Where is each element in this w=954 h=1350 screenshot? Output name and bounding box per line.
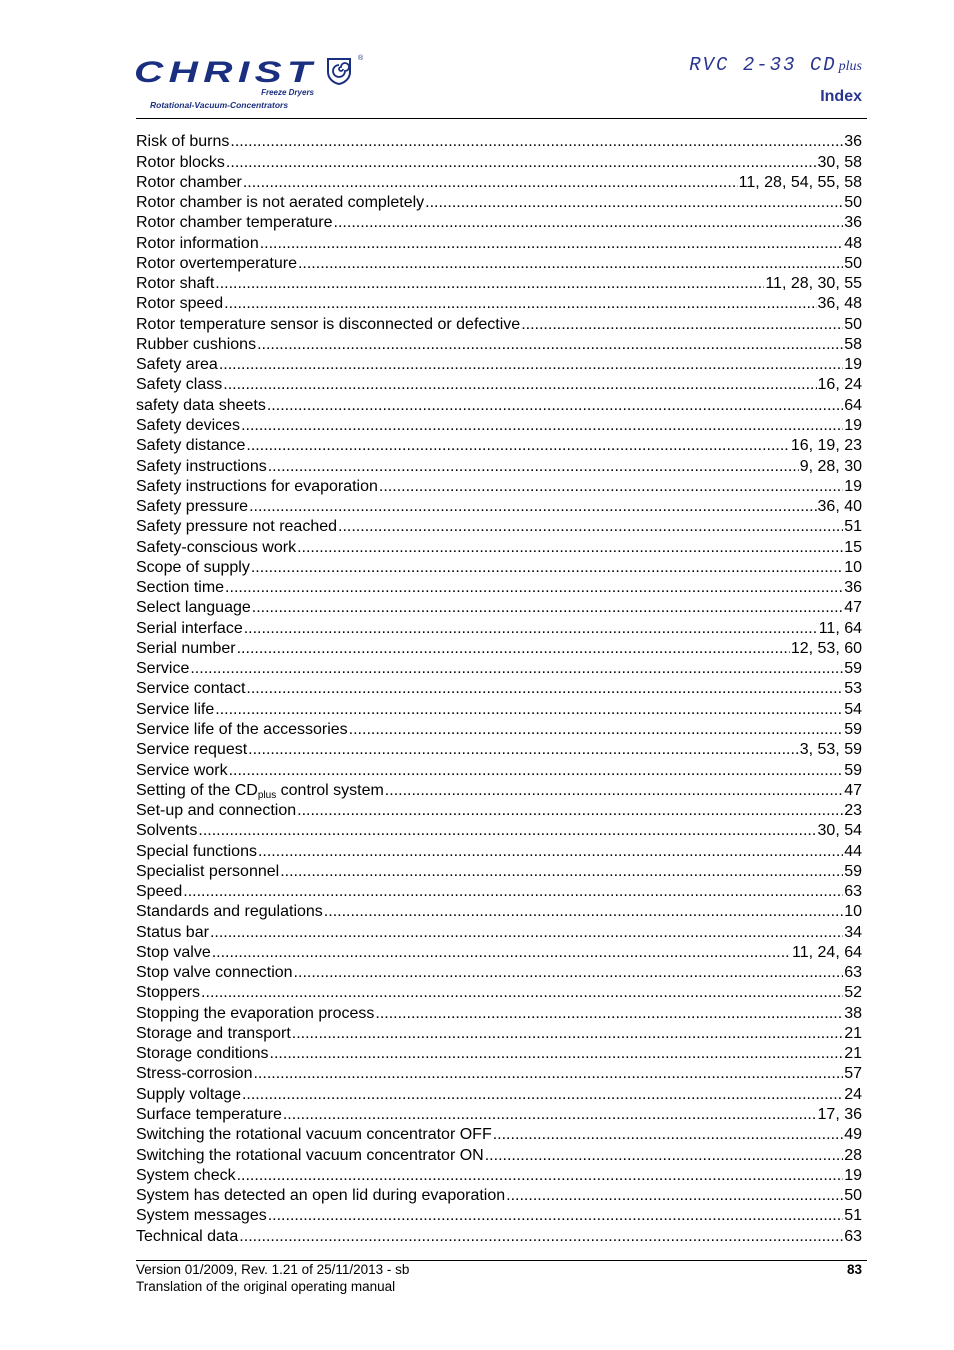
index-entry	[136, 1124, 862, 1144]
index-entry	[136, 840, 862, 860]
dot-leader	[230, 133, 843, 151]
dot-leader	[237, 1167, 844, 1185]
dot-leader	[224, 295, 816, 313]
dot-leader	[242, 1086, 843, 1104]
index-entry	[136, 1185, 862, 1205]
dot-leader	[267, 397, 843, 415]
index-term	[136, 680, 245, 698]
index-term-text: Safety pressure not reached	[136, 518, 338, 536]
index-term	[136, 336, 256, 354]
index-term-text: Stoppers	[136, 984, 201, 1002]
index-page-refs: 19	[844, 1166, 862, 1184]
index-list	[136, 131, 862, 1246]
model-suffix: plus	[838, 59, 862, 74]
dot-leader	[375, 1005, 843, 1023]
index-term	[136, 701, 214, 719]
index-term-text: Service life	[136, 700, 215, 718]
index-term-text: Service work	[136, 761, 228, 779]
index-term-subscript: plus	[257, 789, 277, 801]
index-entry	[136, 232, 862, 252]
index-entry	[136, 638, 862, 658]
dot-leader	[246, 437, 789, 455]
index-term	[136, 802, 296, 820]
index-term-text: System messages	[136, 1207, 267, 1225]
index-term-text: Serial number	[136, 639, 236, 657]
index-page-refs: 51	[844, 518, 862, 536]
index-term-text: Speed	[136, 883, 183, 901]
index-term	[136, 295, 223, 313]
index-term	[136, 599, 251, 617]
index-page-refs: 63	[844, 883, 862, 901]
index-entry	[136, 151, 862, 171]
index-term-text: safety data sheets	[136, 396, 266, 414]
index-term	[136, 458, 267, 476]
dot-leader	[198, 822, 816, 840]
index-page-refs: 30, 54	[817, 822, 862, 840]
index-entry	[136, 476, 862, 496]
index-page-refs: 63	[844, 964, 862, 982]
index-term-text: Service	[136, 660, 190, 678]
index-term	[136, 741, 247, 759]
dot-leader	[223, 376, 816, 394]
index-term	[136, 376, 222, 394]
index-term-text: Rotor information	[136, 234, 259, 252]
index-page-refs: 36, 40	[817, 498, 862, 516]
index-page-refs: 19	[844, 477, 862, 495]
index-entry	[136, 536, 862, 556]
index-term-text: Storage and transport	[136, 1024, 291, 1042]
index-term-text: Rotor chamber	[136, 173, 242, 191]
dot-leader	[298, 255, 843, 273]
index-term-text-after: control system	[276, 781, 384, 799]
index-page-refs: 38	[844, 1004, 862, 1022]
index-term-text: Safety pressure	[136, 498, 249, 516]
index-term-text: Serial interface	[136, 619, 243, 637]
model-prefix: RVC 2-33 CD	[689, 54, 837, 76]
index-term	[136, 1207, 267, 1225]
index-page-refs: 17, 36	[817, 1106, 862, 1124]
index-page-refs: 12, 53, 60	[790, 639, 862, 657]
index-entry	[136, 597, 862, 617]
index-term-text: Rotor chamber temperature	[136, 214, 333, 232]
index-term-text: Rotor shaft	[136, 275, 215, 293]
index-term-text: Rotor overtemperature	[136, 254, 297, 272]
index-entry	[136, 253, 862, 273]
dot-leader	[349, 721, 844, 739]
index-term-text: Service request	[136, 741, 248, 759]
index-term-text: Stress-corrosion	[136, 1065, 253, 1083]
index-page-refs: 34	[844, 923, 862, 941]
index-entry	[136, 577, 862, 597]
index-term-text: Switching the rotational vacuum concentrator ON	[136, 1146, 484, 1164]
index-entry	[136, 942, 862, 962]
index-entry	[136, 516, 862, 536]
index-term-text: Rotor temperature sensor is disconnected or defective	[136, 315, 521, 333]
index-term	[136, 1106, 282, 1124]
index-term-text: Service life of the accessories	[136, 720, 348, 738]
dot-leader	[493, 1126, 843, 1144]
index-term	[136, 762, 228, 780]
index-term	[136, 1147, 484, 1165]
index-page-refs: 63	[844, 1227, 862, 1245]
dot-leader	[212, 944, 791, 962]
footer-divider	[136, 1260, 867, 1261]
index-term	[136, 1126, 492, 1144]
index-term-text: Setting of the CD	[136, 781, 258, 799]
index-page-refs: 50	[844, 254, 862, 272]
index-entry	[136, 313, 862, 333]
dot-leader	[226, 154, 817, 172]
index-term	[136, 154, 225, 172]
index-entry	[136, 780, 862, 800]
index-term-text: Select language	[136, 599, 251, 617]
index-term	[136, 559, 250, 577]
index-term	[136, 316, 520, 334]
dot-leader	[229, 762, 844, 780]
index-term	[136, 518, 337, 536]
index-entry	[136, 658, 862, 678]
index-term	[136, 235, 259, 253]
index-page-refs: 24	[844, 1085, 862, 1103]
logo-subtitle-2: Rotational-Vacuum-Concentrators	[150, 100, 289, 110]
index-page-refs: 52	[844, 984, 862, 1002]
index-entry	[136, 881, 862, 901]
dot-leader	[243, 174, 738, 192]
dot-leader	[237, 640, 790, 658]
index-page-refs: 11, 28, 54, 55, 58	[738, 173, 862, 191]
index-page-refs: 36	[844, 579, 862, 597]
index-term	[136, 964, 293, 982]
index-term	[136, 1065, 252, 1083]
index-term-text: Rotor speed	[136, 295, 224, 313]
index-term	[136, 579, 224, 597]
index-page-refs: 50	[844, 1187, 862, 1205]
index-term	[136, 1025, 291, 1043]
dot-leader	[385, 782, 843, 800]
index-page-refs: 19	[844, 356, 862, 374]
index-term	[136, 903, 323, 921]
dot-leader	[201, 984, 843, 1002]
dot-leader	[249, 498, 816, 516]
dot-leader	[283, 1106, 817, 1124]
dot-leader	[297, 539, 843, 557]
index-page-refs: 36	[844, 214, 862, 232]
dot-leader	[257, 336, 843, 354]
dot-leader	[239, 1228, 843, 1246]
index-page-refs: 59	[844, 862, 862, 880]
index-entry	[136, 192, 862, 212]
index-entry	[136, 1104, 862, 1124]
index-page-refs: 19	[844, 416, 862, 434]
index-entry	[136, 435, 862, 455]
index-term	[136, 924, 209, 942]
index-entry	[136, 557, 862, 577]
dot-leader	[292, 1025, 843, 1043]
index-term-text: Standards and regulations	[136, 903, 323, 921]
index-page-refs: 53	[844, 680, 862, 698]
dot-leader	[324, 903, 843, 921]
index-page-refs: 9, 28, 30	[799, 457, 862, 475]
index-page-refs: 3, 53, 59	[799, 741, 862, 759]
dot-leader	[268, 458, 799, 476]
index-page-refs: 51	[844, 1207, 862, 1225]
index-term	[136, 944, 211, 962]
dot-leader	[219, 356, 843, 374]
index-term	[136, 721, 348, 739]
index-entry	[136, 901, 862, 921]
index-term	[136, 255, 297, 273]
index-term-text: Service contact	[136, 680, 246, 698]
dot-leader	[506, 1187, 843, 1205]
index-term-text: Section time	[136, 579, 225, 597]
index-term	[136, 174, 242, 192]
index-entry	[136, 293, 862, 313]
index-entry	[136, 415, 862, 435]
index-entry	[136, 1083, 862, 1103]
dot-leader	[280, 863, 843, 881]
index-term	[136, 1228, 238, 1246]
index-entry	[136, 1205, 862, 1225]
footer-version: Version 01/2009, Rev. 1.21 of 25/11/2013 - sb	[136, 1262, 410, 1277]
dot-leader	[338, 518, 843, 536]
index-term	[136, 1086, 241, 1104]
index-entry	[136, 698, 862, 718]
index-term-text: Status bar	[136, 923, 209, 941]
index-term-text: Safety devices	[136, 416, 241, 434]
index-term-text: Safety class	[136, 376, 223, 394]
index-term-text: Safety instructions for evaporation	[136, 477, 378, 495]
index-page-refs: 11, 64	[818, 619, 862, 637]
model-name	[689, 54, 862, 76]
index-term-text: Rubber cushions	[136, 335, 257, 353]
index-term	[136, 620, 243, 638]
index-entry	[136, 1225, 862, 1245]
index-page-refs: 15	[844, 538, 862, 556]
index-term	[136, 782, 384, 800]
index-term	[136, 1045, 269, 1063]
dot-leader	[252, 599, 843, 617]
dot-leader	[268, 1207, 843, 1225]
page-number: 83	[846, 1262, 862, 1277]
index-entry	[136, 1144, 862, 1164]
index-entry	[136, 962, 862, 982]
index-page-refs: 16, 19, 23	[790, 437, 862, 455]
index-term	[136, 275, 214, 293]
dot-leader	[183, 883, 843, 901]
index-term	[136, 822, 197, 840]
index-term	[136, 356, 218, 374]
index-term	[136, 863, 279, 881]
index-entry	[136, 759, 862, 779]
dot-leader	[248, 741, 799, 759]
header-divider	[136, 118, 867, 119]
registered-mark: ®	[358, 55, 364, 62]
index-entry	[136, 374, 862, 394]
dot-leader	[270, 1045, 844, 1063]
index-entry	[136, 354, 862, 374]
dot-leader	[190, 660, 843, 678]
index-entry	[136, 739, 862, 759]
dot-leader	[294, 964, 844, 982]
index-entry	[136, 212, 862, 232]
dot-leader	[215, 275, 764, 293]
index-term	[136, 478, 378, 496]
dot-leader	[241, 417, 843, 435]
index-term	[136, 883, 182, 901]
index-page-refs: 36, 48	[817, 295, 862, 313]
index-term	[136, 1005, 374, 1023]
logo-subtitle-1: Freeze Dryers	[261, 88, 314, 97]
index-page-refs: 23	[844, 802, 862, 820]
index-entry	[136, 131, 862, 151]
index-entry	[136, 1063, 862, 1083]
dot-leader	[246, 680, 843, 698]
index-entry	[136, 982, 862, 1002]
index-term-text: System has detected an open lid during evaporation	[136, 1187, 506, 1205]
index-term	[136, 984, 200, 1002]
index-term	[136, 1187, 505, 1205]
index-entry	[136, 1002, 862, 1022]
index-term	[136, 539, 296, 557]
index-term	[136, 437, 245, 455]
index-page-refs: 59	[844, 720, 862, 738]
index-term-text: Rotor chamber is not aerated completely	[136, 194, 425, 212]
index-page-refs: 59	[844, 761, 862, 779]
index-page-refs: 11, 28, 30, 55	[765, 275, 862, 293]
dot-leader	[244, 620, 818, 638]
index-page-refs: 64	[844, 396, 862, 414]
index-page-refs: 47	[844, 781, 862, 799]
index-term-text: Stop valve	[136, 943, 211, 961]
dot-leader	[253, 1065, 843, 1083]
index-page-refs: 49	[844, 1126, 862, 1144]
index-page-refs: 57	[844, 1065, 862, 1083]
index-page-refs: 50	[844, 194, 862, 212]
index-entry	[136, 394, 862, 414]
index-term-text: Safety area	[136, 356, 218, 374]
index-entry	[136, 800, 862, 820]
index-term-text: Specialist personnel	[136, 862, 280, 880]
index-term-text: Surface temperature	[136, 1106, 282, 1124]
index-entry	[136, 617, 862, 637]
index-entry	[136, 455, 862, 475]
index-page-refs: 11, 24, 64	[792, 943, 862, 961]
index-page-refs: 21	[844, 1024, 862, 1042]
index-page-refs: 58	[844, 335, 862, 353]
index-page-refs: 30, 58	[817, 153, 862, 171]
index-term	[136, 214, 333, 232]
index-term	[136, 397, 266, 415]
index-page-refs: 36	[844, 133, 862, 151]
index-entry	[136, 861, 862, 881]
logo-brand: CHRIST	[134, 56, 318, 89]
index-term-text: Safety-conscious work	[136, 538, 297, 556]
christ-emblem-icon	[324, 56, 354, 86]
dot-leader	[379, 478, 843, 496]
index-entry	[136, 496, 862, 516]
dot-leader	[521, 316, 843, 334]
index-term	[136, 660, 189, 678]
index-entry	[136, 1043, 862, 1063]
dot-leader	[425, 194, 843, 212]
dot-leader	[260, 235, 843, 253]
section-title: Index	[820, 88, 862, 105]
index-term	[136, 417, 240, 435]
index-page-refs: 10	[844, 903, 862, 921]
index-term	[136, 498, 248, 516]
footer-translation: Translation of the original operating manual	[136, 1279, 396, 1294]
index-page-refs: 21	[844, 1045, 862, 1063]
index-entry	[136, 820, 862, 840]
index-entry	[136, 921, 862, 941]
index-term-text: Storage conditions	[136, 1045, 269, 1063]
index-term-text: Supply voltage	[136, 1085, 241, 1103]
index-page-refs: 59	[844, 660, 862, 678]
index-term-text: Stop valve connection	[136, 964, 293, 982]
index-page-refs: 16, 24	[817, 376, 862, 394]
index-entry	[136, 678, 862, 698]
index-entry	[136, 1023, 862, 1043]
index-term-text: Technical data	[136, 1227, 239, 1245]
index-term-text: Safety distance	[136, 437, 246, 455]
dot-leader	[297, 802, 843, 820]
index-term-text: System check	[136, 1166, 236, 1184]
dot-leader	[210, 924, 843, 942]
index-page-refs: 44	[844, 842, 862, 860]
dot-leader	[225, 579, 843, 597]
dot-leader	[485, 1147, 843, 1165]
index-term	[136, 640, 236, 658]
index-term	[136, 194, 424, 212]
index-term	[136, 843, 257, 861]
index-term-text: Risk of burns	[136, 133, 230, 151]
index-entry	[136, 172, 862, 192]
index-page-refs: 54	[844, 700, 862, 718]
index-term	[136, 1167, 236, 1185]
dot-leader	[251, 559, 843, 577]
index-entry	[136, 273, 862, 293]
index-term-text: Solvents	[136, 822, 198, 840]
index-term	[136, 133, 229, 151]
index-page-refs: 10	[844, 558, 862, 576]
index-term-text: Scope of supply	[136, 558, 250, 576]
index-term-text: Switching the rotational vacuum concentrator OFF	[136, 1126, 492, 1144]
dot-leader	[334, 214, 844, 232]
index-entry	[136, 719, 862, 739]
index-entry	[136, 334, 862, 354]
christ-logo	[134, 52, 370, 114]
dot-leader	[215, 701, 843, 719]
index-page-refs: 50	[844, 315, 862, 333]
index-entry	[136, 1165, 862, 1185]
index-term-text: Stopping the evaporation process	[136, 1004, 375, 1022]
index-term-text: Safety instructions	[136, 457, 267, 475]
index-page-refs: 47	[844, 599, 862, 617]
index-term-text: Set-up and connection	[136, 802, 297, 820]
index-page-refs: 48	[844, 234, 862, 252]
index-page-refs: 28	[844, 1146, 862, 1164]
index-term-text: Special functions	[136, 842, 257, 860]
index-term-text: Rotor blocks	[136, 153, 225, 171]
dot-leader	[258, 843, 843, 861]
